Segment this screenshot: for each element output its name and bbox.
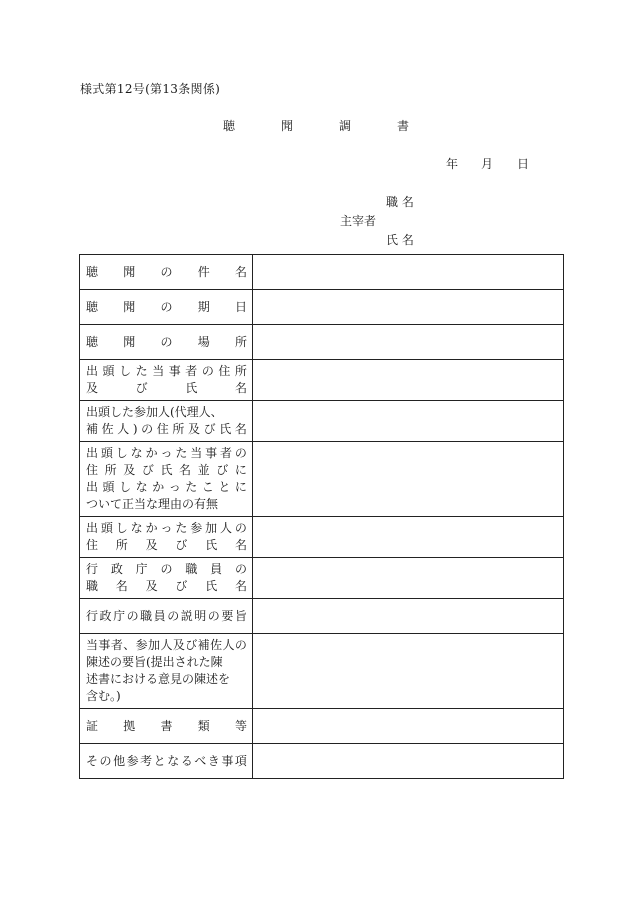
row-value-cell[interactable] [253,744,564,779]
row-value-cell[interactable] [253,517,564,558]
row-label [80,634,253,709]
row-label-line: 述書における意見の陳述を [86,672,231,686]
table-row [80,599,564,634]
row-value-cell[interactable] [253,255,564,290]
row-value-cell[interactable] [253,325,564,360]
table-row [80,558,564,599]
table-row [80,709,564,744]
row-label-line: 職 名 及 び 氏 名 [86,579,247,593]
row-label [80,517,253,558]
table-row [80,290,564,325]
table-row [80,255,564,290]
row-value-cell[interactable] [253,290,564,325]
row-label [80,325,253,360]
row-label-line: 出 頭 し た 当 事 者 の 住 所 [86,364,247,378]
row-label-line: 聴 聞 の 期 日 [86,299,247,314]
row-label-line: 聴 聞 の 場 所 [86,334,247,349]
row-value-cell[interactable] [253,442,564,517]
row-label [80,599,253,634]
row-label-line: 及 び 氏 名 [86,381,247,395]
row-label [80,290,253,325]
row-label [80,709,253,744]
row-label-line: 出 頭 し な か っ た 当 事 者 の [86,446,247,460]
hearing-record-table [79,254,564,779]
title-char: 書 [397,119,410,133]
row-label-line: 出頭した参加人(代理人、 [86,405,223,419]
row-label-line: 出 頭 し な か っ た 参 加 人 の [86,521,247,535]
row-value-cell[interactable] [253,599,564,634]
table-row [80,360,564,401]
row-label-line: 行 政 庁 の 職 員 の [86,562,247,576]
row-value-cell[interactable] [253,360,564,401]
row-label-line: ついて正当な理由の有無 [86,497,219,511]
row-label [80,360,253,401]
row-label [80,255,253,290]
signature-name-label: 氏 名 [386,233,414,247]
form-number: 様式第12号(第13条関係) [80,82,221,96]
row-label-line: 証 拠 書 類 等 [86,718,247,733]
row-label-line: 出 頭 し な か っ た こ と に [86,480,247,494]
table-row [80,442,564,517]
row-label-line: 含む。) [86,689,121,703]
signature-presider-label: 主宰者 [340,214,377,228]
table-row [80,634,564,709]
date-year: 年 [446,157,459,171]
row-label [80,744,253,779]
row-label-line: 住 所 及 び 氏 名 [86,538,247,552]
row-label-line: そ の 他 参 考 と な る べ き 事 項 [86,753,247,768]
signature-position-label: 職 名 [386,195,414,209]
row-label-line: 陳述の要旨(提出された陳 [86,655,223,669]
row-label-line: 行 政 庁 の 職 員 の 説 明 の 要 旨 [86,608,247,623]
row-value-cell[interactable] [253,401,564,442]
row-label-line: 当 事 者 、 参 加 人 及 び 補 佐 人 の [86,638,247,652]
row-label-line: 聴 聞 の 件 名 [86,264,247,279]
row-label-line: 住 所 及 び 氏 名 並 び に [86,463,247,477]
title-char: 聞 [281,119,294,133]
row-label [80,558,253,599]
row-value-cell[interactable] [253,709,564,744]
table-row [80,325,564,360]
title-char: 聴 [223,119,236,133]
row-value-cell[interactable] [253,634,564,709]
row-label [80,401,253,442]
date-month: 月 [481,157,494,171]
title-char: 調 [339,119,352,133]
row-value-cell[interactable] [253,558,564,599]
table-row [80,517,564,558]
date-day: 日 [517,157,530,171]
row-label [80,442,253,517]
table-row [80,401,564,442]
row-label-line: 補 佐 人 ) の 住 所 及 び 氏 名 [86,422,247,436]
table-row [80,744,564,779]
